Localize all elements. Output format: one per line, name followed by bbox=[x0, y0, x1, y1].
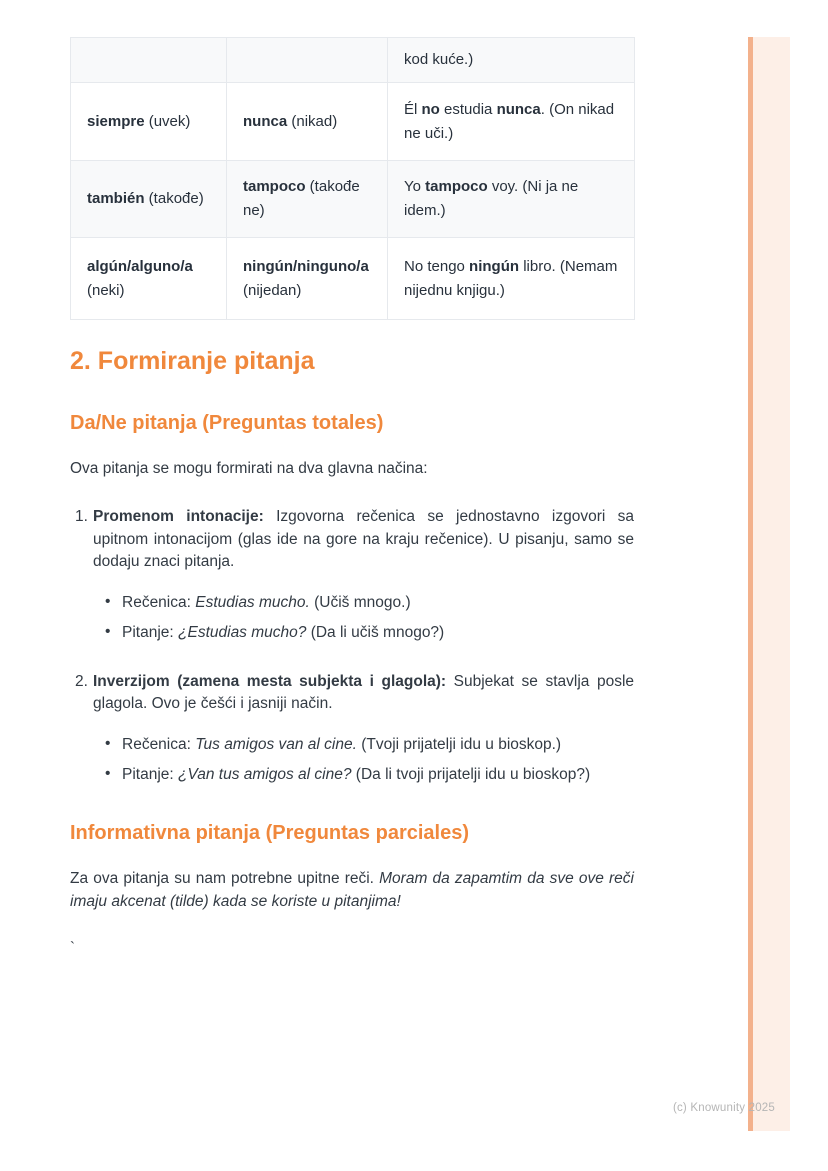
bullet-text: Rečenica: Tus amigos van al cine. (Tvoji prijatelji idu u bioskop.) bbox=[122, 735, 562, 753]
bullet-item bbox=[70, 734, 634, 756]
bullet-text: Pitanje: ¿Estudias mucho? (Da li učiš mnogo?) bbox=[122, 624, 445, 642]
page-edge-highlight-bar bbox=[748, 37, 790, 1131]
section-heading-formiranje-pitanja: 2. Formiranje pitanja bbox=[70, 347, 315, 375]
bullet-group-1 bbox=[70, 592, 634, 645]
table-cell: algún/alguno/a (neki) bbox=[71, 238, 227, 320]
table-row bbox=[71, 83, 635, 161]
stray-backtick: ` bbox=[70, 939, 75, 957]
subsection-heading-da-ne-pitanja: Da/Ne pitanja (Preguntas totales) bbox=[70, 411, 384, 434]
table-cell: kod kuće.) bbox=[388, 38, 635, 83]
list-item-text: Promenom intonacije: Izgovorna rečenica se jednostavno izgovori sa upitnom intonacijom (glas ide na gore na kraju rečenice). U pisanju, samo se dodaju znaci pitanja. bbox=[93, 508, 634, 571]
list-marker: 2. bbox=[75, 672, 88, 690]
table-row bbox=[71, 38, 635, 83]
table-cell: Yo tampoco voy. (Ni ja ne idem.) bbox=[388, 161, 635, 238]
bullet-text: Rečenica: Estudias mucho. (Učiš mnogo.) bbox=[122, 593, 411, 611]
copyright-footer: (c) Knowunity 2025 bbox=[672, 1102, 775, 1114]
table-cell: también (takođe) bbox=[71, 161, 227, 238]
list-marker: 1. bbox=[75, 508, 88, 526]
table-cell: siempre (uvek) bbox=[71, 83, 227, 161]
table-cell: tampoco (takođe ne) bbox=[227, 161, 388, 238]
bullet-dot: • bbox=[105, 623, 111, 641]
table-cell bbox=[71, 38, 227, 83]
document-content bbox=[70, 37, 634, 956]
intro-paragraph: Ova pitanja se mogu formirati na dva glavna načina: bbox=[70, 459, 428, 477]
bullet-item bbox=[70, 622, 634, 644]
bullet-group-2 bbox=[70, 734, 634, 787]
table-row bbox=[71, 238, 635, 320]
bullet-dot: • bbox=[105, 592, 111, 610]
subsection-heading-informativna-pitanja: Informativna pitanja (Preguntas parciales) bbox=[70, 822, 469, 845]
outro-paragraph: Za ova pitanja su nam potrebne upitne reči. Moram da zapamtim da sve ove reči imaju akcenat (tilde) kada se koriste u pitanjima! bbox=[70, 870, 634, 910]
bullet-item bbox=[70, 764, 634, 786]
table-cell: ningún/ninguno/a (nijedan) bbox=[227, 238, 388, 320]
table-cell: Él no estudia nunca. (On nikad ne uči.) bbox=[388, 83, 635, 161]
table-cell: No tengo ningún libro. (Nemam nijednu knjigu.) bbox=[388, 238, 635, 320]
bullet-text: Pitanje: ¿Van tus amigos al cine? (Da li tvoji prijatelji idu u bioskop?) bbox=[122, 765, 591, 783]
list-item-text: Inverzijom (zamena mesta subjekta i glagola): Subjekat se stavlja posle glagola. Ovo je češći i jasniji način. bbox=[93, 672, 635, 713]
numbered-item-2 bbox=[70, 671, 634, 716]
bullet-dot: • bbox=[105, 734, 111, 752]
grammar-table bbox=[70, 37, 635, 320]
table-cell: nunca (nikad) bbox=[227, 83, 388, 161]
bullet-dot: • bbox=[105, 764, 111, 782]
bullet-item bbox=[70, 592, 634, 614]
numbered-item-1 bbox=[70, 506, 634, 573]
table-cell bbox=[227, 38, 388, 83]
table-row bbox=[71, 161, 635, 238]
